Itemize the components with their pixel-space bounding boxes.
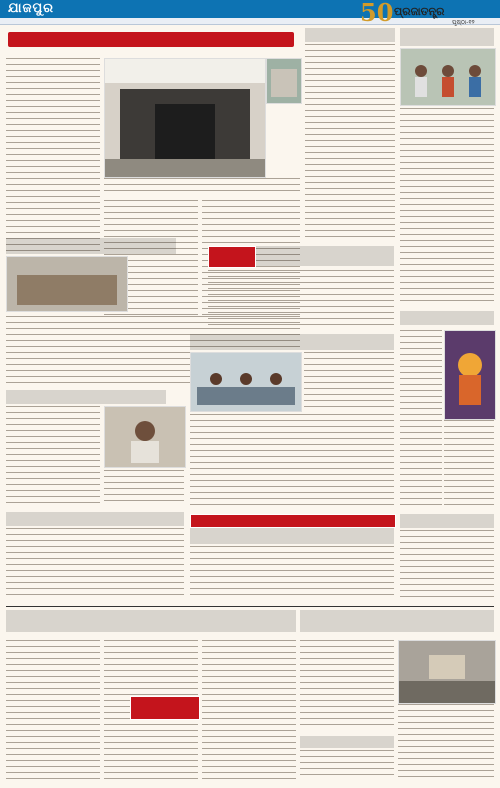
lead-caption [104, 178, 300, 196]
police-headline [256, 246, 394, 266]
masthead-title: ଯାଜପୁର [8, 1, 55, 16]
ganesh-story-text-right [444, 420, 494, 510]
farmer-story-text-2 [190, 414, 394, 510]
bottom-right-col-2 [398, 704, 494, 780]
office-meeting-photo [191, 353, 301, 411]
ganesh-photo [444, 330, 496, 420]
masthead-date-strip [0, 18, 500, 25]
bottom-red-box [130, 696, 200, 720]
bottom-headline-right [300, 610, 494, 632]
story-6-headline [400, 514, 494, 528]
bottom-right-col-3 [300, 750, 394, 780]
right-headline-1 [400, 28, 494, 46]
story-4-headline [6, 512, 184, 526]
right-story-photo [400, 48, 496, 106]
story-3-text [6, 406, 100, 506]
street-photo [399, 641, 495, 703]
story-6-text [400, 530, 494, 600]
bottom-rule [6, 606, 494, 607]
police-story-text [208, 270, 394, 330]
lead-headline-block [6, 28, 300, 52]
building-photo [267, 59, 301, 103]
story-5-headline [190, 528, 394, 544]
newspaper-name: ପ୍ରଜାତନ୍ତ୍ର [394, 5, 445, 18]
lead-story-photo-small [266, 58, 302, 104]
page-number: ପୃଷ୍ଠା-୧୨ [452, 19, 475, 26]
bottom-headline-left [6, 610, 296, 632]
story-3-photo [104, 406, 186, 468]
bottom-col-1 [6, 640, 100, 780]
gathering-photo [7, 257, 127, 311]
red-label-box [208, 246, 256, 268]
right-story-text [400, 108, 494, 305]
middle-story-text [305, 44, 395, 240]
story-2-photo [6, 256, 128, 312]
lead-headline-graphic [6, 28, 300, 52]
farmer-story-text-1 [304, 352, 394, 410]
story-2-headline [6, 238, 176, 254]
bottom-small-headline [300, 736, 394, 748]
ganesh-headline [400, 311, 494, 325]
bottom-right-photo [398, 640, 496, 704]
middle-headline [305, 28, 395, 42]
farmer-photo [190, 352, 302, 412]
story-5-text [190, 546, 394, 600]
story-3-text-2 [104, 470, 184, 506]
lead-story-photo [104, 58, 266, 178]
ganesh-idol-photo [445, 331, 495, 419]
meeting-photo [401, 49, 495, 105]
farmer-headline [190, 334, 394, 350]
portrait-photo [105, 407, 185, 467]
bottom-right-col-1 [300, 640, 394, 730]
story-4-text [6, 528, 184, 600]
story-3-headline [6, 390, 166, 404]
school-gate-photo [105, 59, 265, 177]
bottom-col-3 [202, 640, 296, 780]
ganesh-story-text-left [400, 330, 442, 510]
anniversary-logo: 50 [360, 0, 394, 27]
strip-headline-box [190, 514, 396, 528]
